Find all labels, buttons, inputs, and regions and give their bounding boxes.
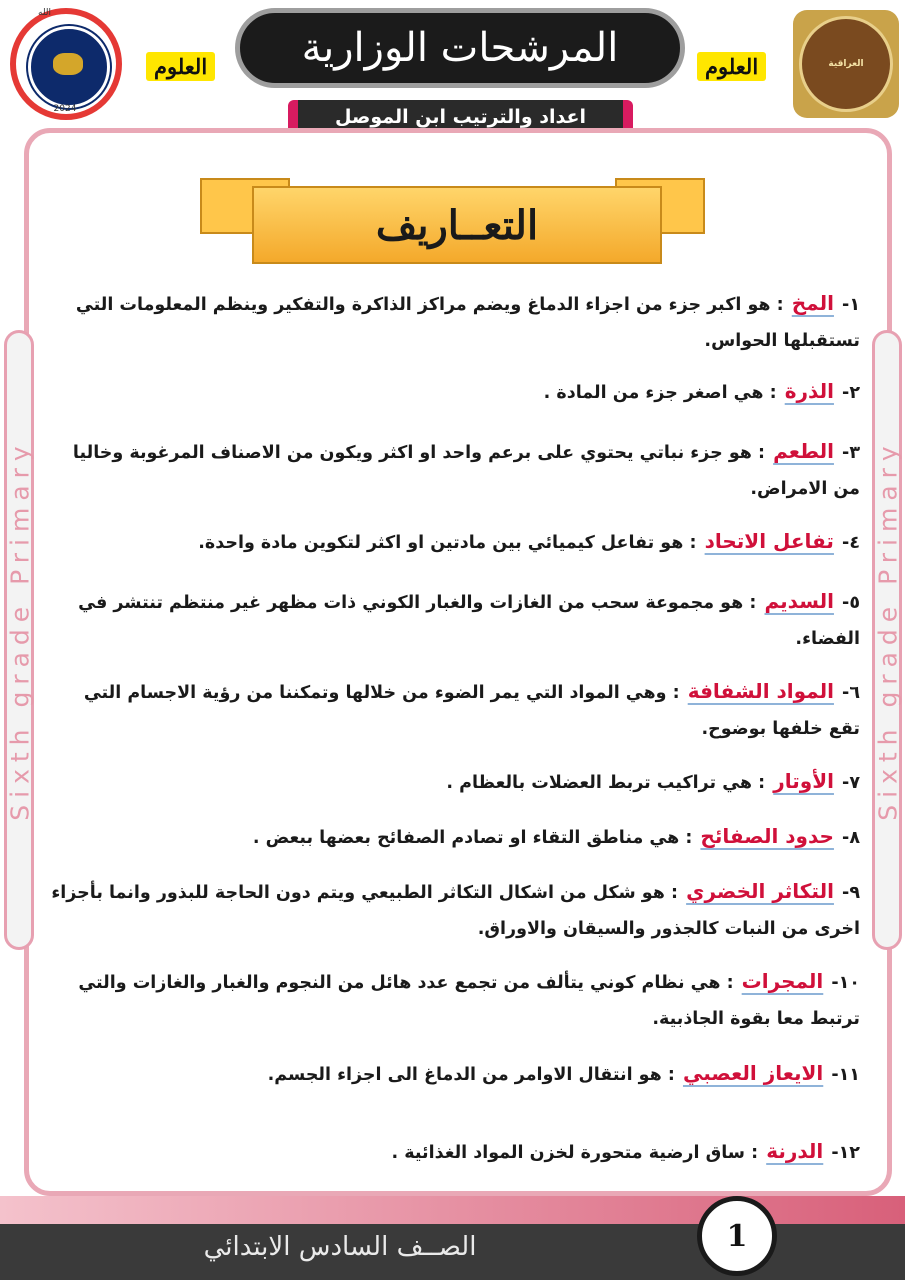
page-number-badge xyxy=(697,1196,777,1276)
definition-item xyxy=(50,1133,860,1171)
definition-term: تفاعل الاتحاد xyxy=(704,529,834,553)
definition-term: حدود الصفائح xyxy=(700,824,834,848)
definition-text: : هي اصغر جزء من المادة . xyxy=(543,383,777,403)
definition-item xyxy=(50,373,860,411)
logo-year-text: 2024 xyxy=(53,104,77,114)
definition-text: : هو مجموعة سحب من الغازات والغبار الكوني ذات مظهر غير منتظم تنتشر في الفضاء. xyxy=(78,593,860,649)
definition-term: المواد الشفافة xyxy=(687,679,834,703)
definition-term: المخ xyxy=(791,291,834,315)
definition-text: : هي نظام كوني يتألف من تجمع عدد هائل من النجوم والغبار والغازات والتي ترتبط معا بقوة الجاذبية. xyxy=(78,973,860,1029)
definition-term: الطعم xyxy=(773,439,834,463)
definition-item xyxy=(50,285,860,359)
page-title: المرشحات الوزارية xyxy=(301,25,619,71)
definition-term: المجرات xyxy=(741,969,824,993)
definition-text: : هو شكل من اشكال التكاثر الطبيعي ويتم دون الحاجة للبذور وانما بأجزاء اخرى من النبات كالجذور والسيقان والاوراق. xyxy=(51,883,860,939)
definition-text: : وهي المواد التي يمر الضوء من خلالها وتمكننا من رؤية الاجسام التي تقع خلفها بوضوح. xyxy=(83,683,860,739)
definition-number: ٥- xyxy=(842,593,860,613)
definition-number: ١١- xyxy=(831,1065,860,1085)
definition-term: الأوتار xyxy=(773,769,834,793)
definition-number: ١- xyxy=(842,295,860,315)
definition-item xyxy=(50,763,860,801)
definition-text: : هو جزء نباتي يحتوي على برعم واحد او اكثر ويكون من الاصناف المرغوبة وخاليا من الامراض. xyxy=(72,443,860,499)
definition-number: ٧- xyxy=(842,773,860,793)
definition-item xyxy=(50,583,860,657)
definition-number: ٩- xyxy=(842,883,860,903)
definition-item xyxy=(50,433,860,507)
definition-item xyxy=(50,523,860,561)
ministry-logo-text: العراقية xyxy=(828,59,864,69)
definition-term: الدرنة xyxy=(766,1139,824,1163)
definition-number: ١٠- xyxy=(831,973,860,993)
side-text-left: Sixth grade Primary xyxy=(5,439,35,821)
side-text-right: Sixth grade Primary xyxy=(873,439,903,821)
eagle-emblem-icon xyxy=(799,16,893,112)
definition-term: السديم xyxy=(764,589,834,613)
footer-grade-label: الصــف السادس الابتدائي xyxy=(203,1232,477,1262)
definition-text: : هو انتقال الاوامر من الدماغ الى اجزاء الجسم. xyxy=(267,1065,675,1085)
definition-text: : هي تراكيب تربط العضلات بالعظام . xyxy=(446,773,766,793)
definition-number: ٦- xyxy=(842,683,860,703)
definition-term: الايعاز العصبي xyxy=(682,1061,824,1085)
subject-label-right: العلوم xyxy=(697,52,766,81)
logo-emblem-icon xyxy=(28,26,110,108)
definition-number: ٣- xyxy=(842,443,860,463)
page-number: 1 xyxy=(726,1218,748,1254)
definition-text: : ساق ارضية متحورة لخزن المواد الغذائية . xyxy=(391,1143,759,1163)
definition-item xyxy=(50,873,860,947)
definition-number: ٤- xyxy=(842,533,860,553)
definition-text: : هي مناطق التقاء او تصادم الصفائح بعضها ببعض . xyxy=(252,828,693,848)
definition-number: ٨- xyxy=(842,828,860,848)
definition-number: ٢- xyxy=(842,383,860,403)
subject-label-left: العلوم xyxy=(146,52,215,81)
definition-term: التكاثر الخضري xyxy=(686,879,834,903)
prepared-by-text: اعداد والترتيب ابن الموصل xyxy=(335,106,586,128)
ministry-logo-right xyxy=(793,10,899,118)
definition-item xyxy=(50,818,860,856)
definition-number: ١٢- xyxy=(831,1143,860,1163)
page-title-banner xyxy=(235,8,685,88)
definition-item xyxy=(50,673,860,747)
definition-text: : هو تفاعل كيميائي بين مادتين او اكثر لتكوين مادة واحدة. xyxy=(198,533,697,553)
definition-text: : هو اكبر جزء من اجزاء الدماغ ويضم مراكز الذاكرة والتفكير وينظم المعلومات التي تستقبلها الحواس. xyxy=(75,295,860,351)
definition-term: الذرة xyxy=(784,379,834,403)
section-ribbon xyxy=(252,186,662,264)
logo-top-text: الله xyxy=(38,8,52,18)
definition-item xyxy=(50,963,860,1037)
definition-item xyxy=(50,1055,860,1093)
section-title: التعــاريف xyxy=(375,201,539,249)
